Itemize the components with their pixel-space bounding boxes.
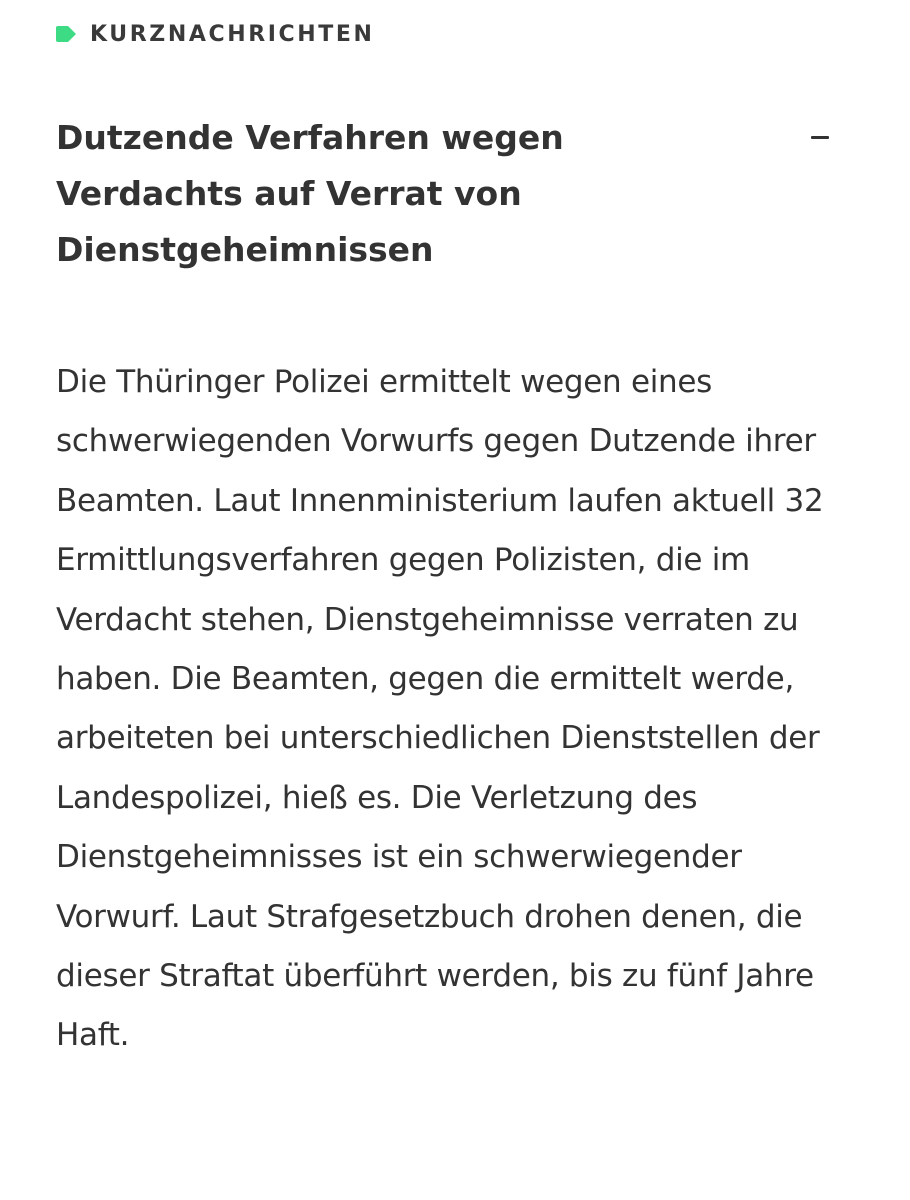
section-title: KURZNACHRICHTEN bbox=[90, 21, 375, 47]
tag-icon bbox=[56, 26, 76, 42]
section-label bbox=[56, 20, 375, 48]
article-headline: Dutzende Verfahren wegen Verdachts auf Verrat von Dienstgeheimnissen bbox=[56, 118, 564, 269]
collapse-button[interactable] bbox=[800, 120, 840, 154]
news-item-header[interactable] bbox=[56, 110, 856, 278]
minus-icon bbox=[811, 136, 829, 139]
article-body: Die Thüringer Polizei ermittelt wegen eines schwerwiegenden Vorwurfs gegen Dutzende ihrer Beamten. Laut Innenministerium laufen aktuell 32 Ermittlungsverfahren gegen Polizisten, die im Verdacht stehen, Dienstgeheimnisse verraten zu haben. Die Beamten, gegen die ermittelt werde, arbeiteten bei unterschiedlichen Dienststellen der Landespolizei, hieß es. Die Verletzung des Dienstgeheimnisses ist ein schwerwiegender Vorwurf. Laut Strafgesetzbuch drohen denen, die dieser Straftat überführt werden, bis zu fünf Jahre Haft. bbox=[56, 364, 824, 1054]
